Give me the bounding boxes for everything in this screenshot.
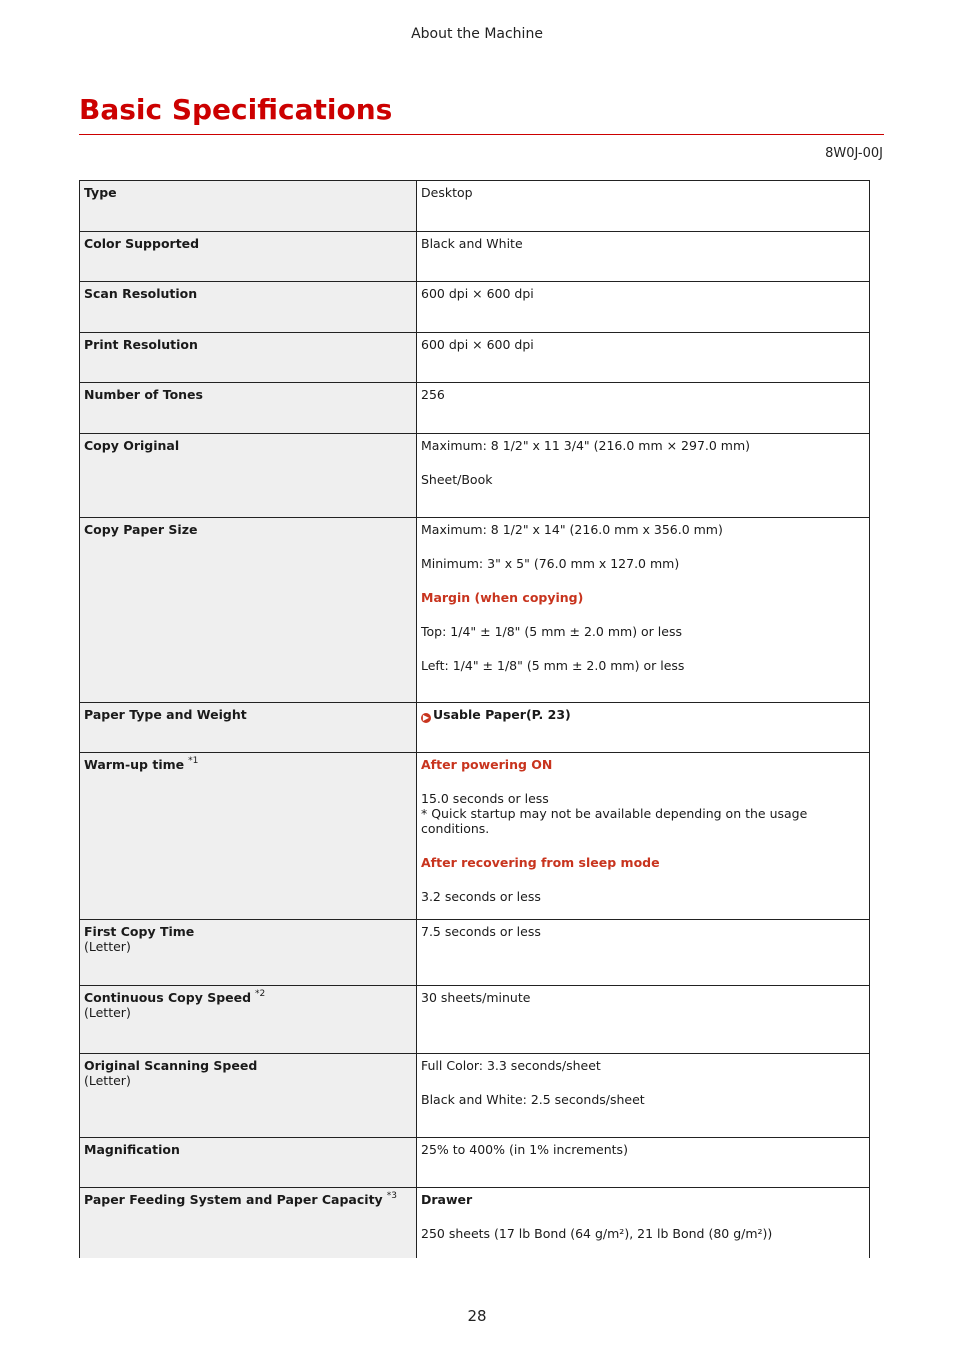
spec-label: Continuous Copy Speed: [84, 990, 252, 1005]
table-row: [80, 920, 870, 986]
usable-paper-link[interactable]: [421, 707, 571, 722]
spec-value: 250 sheets (17 lb Bond (64 g/m²), 21 lb Bond (80 g/m²)): [421, 1226, 773, 1241]
spec-value-cell: [417, 703, 870, 753]
spec-value-cell: [417, 518, 870, 703]
spec-value: Minimum: 3" x 5" (76.0 mm x 127.0 mm): [421, 556, 680, 571]
footnote-ref: *2: [255, 988, 266, 999]
spec-label-cell: [80, 1054, 417, 1138]
spec-subheading: After powering ON: [421, 757, 553, 772]
page-title: Basic Specifications: [79, 93, 393, 126]
spec-value: 600 dpi × 600 dpi: [421, 337, 534, 352]
spec-label: Copy Paper Size: [84, 522, 198, 537]
table-row: [80, 753, 870, 920]
spec-label-cell: [80, 181, 417, 232]
spec-value: Black and White: [421, 236, 523, 251]
table-row: [80, 383, 870, 434]
spec-label: First Copy Time: [84, 924, 195, 939]
footnote-ref: *1: [188, 755, 199, 766]
spec-label: Magnification: [84, 1142, 180, 1157]
table-row: [80, 986, 870, 1054]
spec-label-cell: [80, 986, 417, 1054]
spec-value-cell: [417, 333, 870, 383]
spec-value-cell: [417, 753, 870, 920]
table-row: [80, 703, 870, 753]
spec-label: Color Supported: [84, 236, 200, 251]
spec-label-cell: [80, 232, 417, 282]
spec-value: Maximum: 8 1/2" x 11 3/4" (216.0 mm × 297.0 mm): [421, 438, 751, 453]
table-row: [80, 434, 870, 518]
spec-label: Scan Resolution: [84, 286, 198, 301]
spec-label-cell: [80, 703, 417, 753]
spec-label-cell: [80, 920, 417, 986]
table-row: [80, 1054, 870, 1138]
spec-label: Type: [84, 185, 117, 200]
spec-value: Desktop: [421, 185, 473, 200]
spec-value-cell: [417, 1054, 870, 1138]
table-row: [80, 1188, 870, 1258]
spec-value-cell: [417, 434, 870, 518]
spec-value: Maximum: 8 1/2" x 14" (216.0 mm x 356.0 mm): [421, 522, 723, 537]
spec-label-cell: [80, 1138, 417, 1188]
spec-value-cell: [417, 920, 870, 986]
spec-value-cell: [417, 986, 870, 1054]
title-divider: [79, 134, 884, 135]
spec-subheading: Drawer: [421, 1192, 473, 1207]
spec-label-cell: [80, 518, 417, 703]
spec-label-cell: [80, 434, 417, 518]
spec-subheading: Margin (when copying): [421, 590, 584, 605]
spec-label-cell: [80, 333, 417, 383]
spec-label: Paper Feeding System and Paper Capacity: [84, 1192, 383, 1207]
spec-label: Paper Type and Weight: [84, 707, 247, 722]
arrow-circle-icon: ▶: [422, 713, 430, 722]
spec-value: Black and White: 2.5 seconds/sheet: [421, 1092, 645, 1107]
spec-value-cell: [417, 282, 870, 333]
spec-label: Copy Original: [84, 438, 180, 453]
spec-value: Top: 1/4" ± 1/8" (5 mm ± 2.0 mm) or less: [421, 624, 682, 639]
table-row: [80, 333, 870, 383]
spec-value: Full Color: 3.3 seconds/sheet: [421, 1058, 601, 1073]
spec-value: Sheet/Book: [421, 472, 493, 487]
spec-value-cell: [417, 232, 870, 282]
table-row: [80, 1138, 870, 1188]
spec-label-cell: [80, 282, 417, 333]
spec-sublabel: (Letter): [84, 1005, 131, 1020]
footnote-ref: *3: [386, 1190, 397, 1201]
spec-note: * Quick startup may not be available depending on the usage conditions.: [421, 806, 808, 836]
spec-value-cell: [417, 181, 870, 232]
spec-label: Warm-up time: [84, 757, 185, 772]
spec-label: Original Scanning Speed: [84, 1058, 258, 1073]
spec-label-cell: [80, 383, 417, 434]
spec-value: 15.0 seconds or less: [421, 791, 549, 806]
link-label: Usable Paper(P. 23): [433, 707, 571, 722]
table-row: [80, 282, 870, 333]
spec-value: 25% to 400% (in 1% increments): [421, 1142, 628, 1157]
table-row: [80, 181, 870, 232]
spec-label-cell: [80, 1188, 417, 1258]
spec-label: Number of Tones: [84, 387, 203, 402]
spec-value: 600 dpi × 600 dpi: [421, 286, 534, 301]
spec-sublabel: (Letter): [84, 939, 131, 954]
spec-value: 7.5 seconds or less: [421, 924, 541, 939]
running-header: About the Machine: [411, 26, 543, 42]
specifications-table: [79, 180, 870, 1258]
table-row: [80, 232, 870, 282]
spec-value: 3.2 seconds or less: [421, 889, 541, 904]
spec-label-cell: [80, 753, 417, 920]
page-number: 28: [467, 1307, 487, 1325]
spec-label: Print Resolution: [84, 337, 198, 352]
document-code: 8W0J-00J: [825, 146, 883, 161]
spec-value-cell: [417, 383, 870, 434]
spec-value-cell: [417, 1138, 870, 1188]
spec-sublabel: (Letter): [84, 1073, 131, 1088]
spec-value-cell: [417, 1188, 870, 1258]
spec-value: Left: 1/4" ± 1/8" (5 mm ± 2.0 mm) or less: [421, 658, 685, 673]
spec-value: 256: [421, 387, 445, 402]
spec-value: 30 sheets/minute: [421, 990, 531, 1005]
spec-subheading: After recovering from sleep mode: [421, 855, 660, 870]
table-row: [80, 518, 870, 703]
